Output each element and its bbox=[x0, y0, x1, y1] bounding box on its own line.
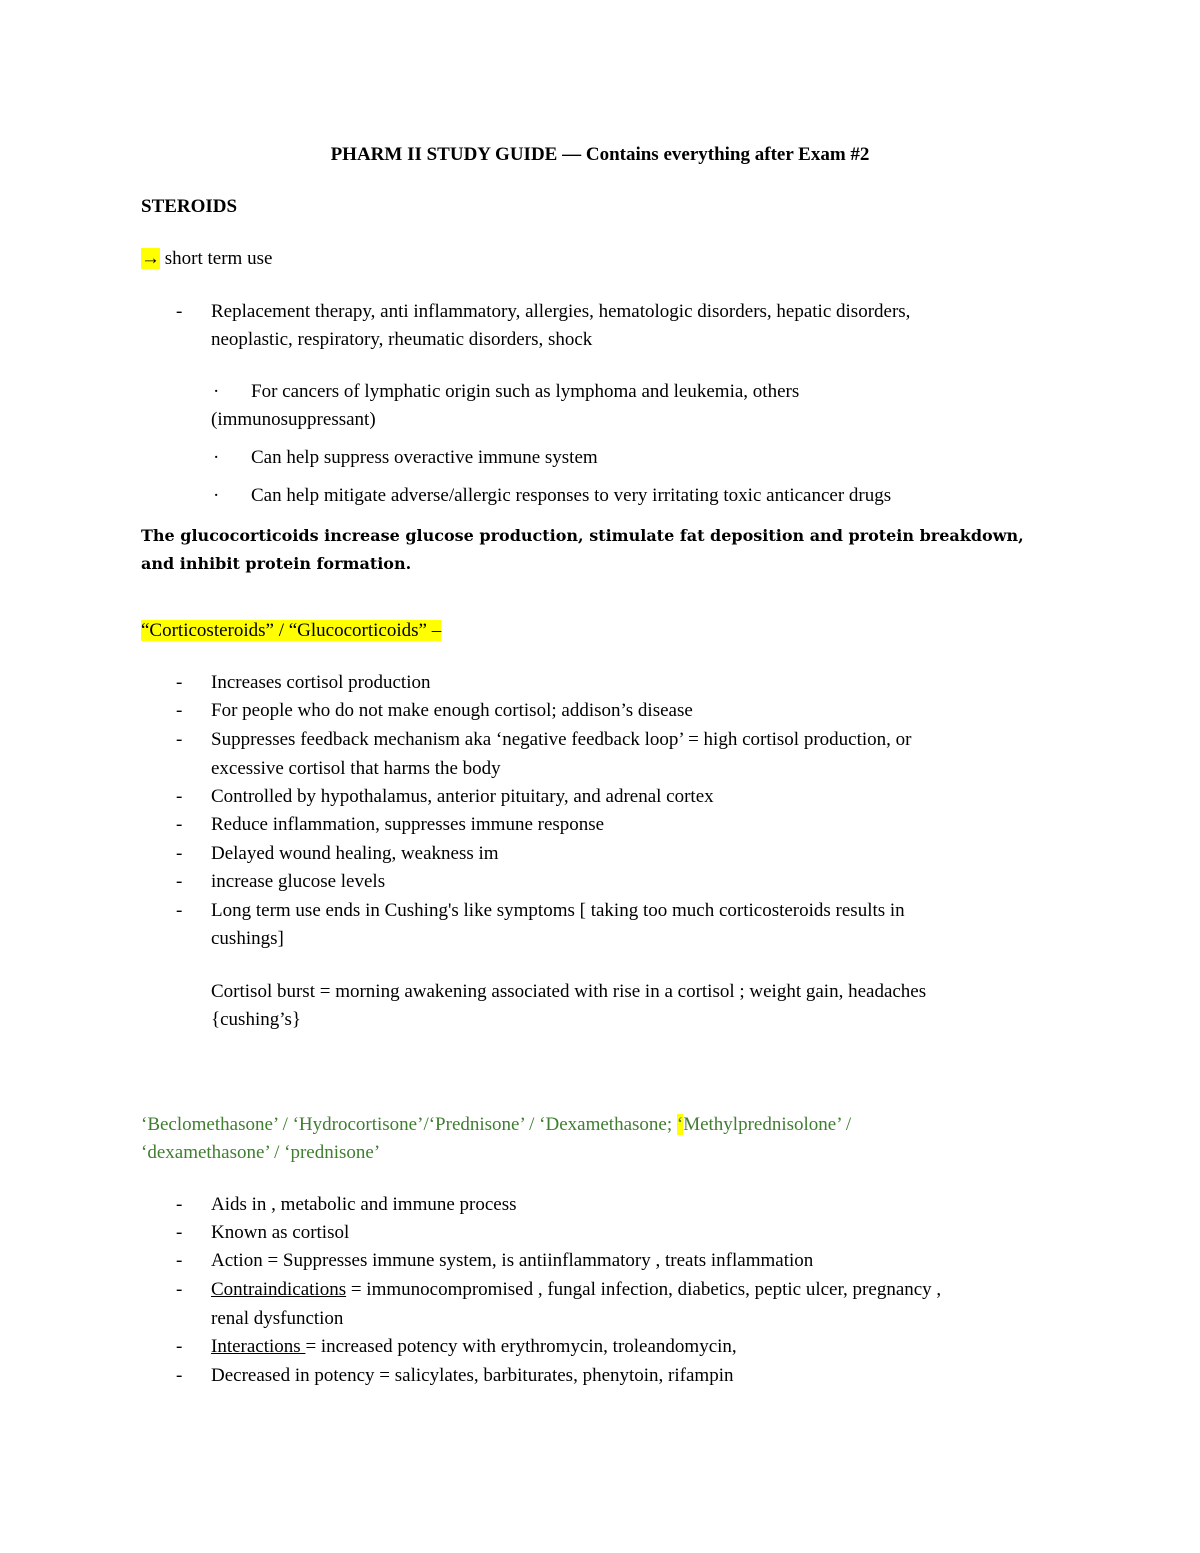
page-title: PHARM II STUDY GUIDE — Contains everything after Exam #2 bbox=[330, 144, 870, 165]
interactions-text: = increased potency with erythromycin, troleandomycin, bbox=[305, 1336, 737, 1357]
section-heading-steroids: STEROIDS bbox=[141, 196, 238, 217]
dash-bullet: - bbox=[176, 814, 183, 835]
dash-bullet: - bbox=[176, 672, 183, 693]
cortico-item-1: Increases cortisol production bbox=[211, 672, 431, 693]
cortico-item-6: Delayed wound healing, weakness im bbox=[211, 843, 499, 864]
sub-bullet-3: Can help mitigate adverse/allergic responses to very irritating toxic anticancer drugs bbox=[251, 485, 892, 506]
dash-bullet: - bbox=[176, 1279, 183, 1300]
cortico-item-8-line-1: Long term use ends in Cushing's like symptoms [ taking too much corticosteroids results in bbox=[211, 900, 905, 921]
dash-bullet: - bbox=[176, 1194, 183, 1215]
dash-bullet: - bbox=[176, 843, 183, 864]
short-term-line bbox=[141, 247, 272, 271]
drug-item-3: Action = Suppresses immune system, is antiinflammatory , treats inflammation bbox=[211, 1250, 814, 1271]
interactions-label: Interactions bbox=[211, 1336, 306, 1357]
dash-bullet: - bbox=[176, 301, 183, 322]
dash-bullet: - bbox=[176, 1222, 183, 1243]
dot-bullet: · bbox=[213, 447, 220, 468]
drug-names-part-b: Methylprednisolone’ / bbox=[683, 1114, 852, 1135]
drug-names-line-2: ‘dexamethasone’ / ‘prednisone’ bbox=[141, 1142, 381, 1163]
drug-item-2: Known as cortisol bbox=[211, 1222, 350, 1243]
cortico-item-8-line-2: cushings] bbox=[211, 928, 284, 949]
dot-bullet: · bbox=[213, 485, 220, 506]
drug-item-6: Decreased in potency = salicylates, barbiturates, phenytoin, rifampin bbox=[211, 1365, 734, 1386]
drug-names-part-a: ‘Beclomethasone’ / ‘Hydrocortisone’/‘Prednisone’ / ‘Dexamethasone; bbox=[141, 1114, 677, 1135]
cortico-item-5: Reduce inflammation, suppresses immune response bbox=[211, 814, 605, 835]
corticosteroids-heading-text: “Corticosteroids” / “Glucocorticoids” – bbox=[141, 620, 442, 641]
uses-line-2: neoplastic, respiratory, rheumatic disorders, shock bbox=[211, 329, 593, 350]
drug-item-1: Aids in , metabolic and immune process bbox=[211, 1194, 517, 1215]
dot-bullet: · bbox=[213, 381, 220, 402]
cortisol-burst-line-1: Cortisol burst = morning awakening associated with rise in a cortisol ; weight gain, headaches bbox=[211, 981, 927, 1002]
sub-bullet-2: Can help suppress overactive immune system bbox=[251, 447, 598, 468]
contraindications-text: = immunocompromised , fungal infection, diabetics, peptic ulcer, pregnancy , bbox=[346, 1279, 942, 1300]
sub-bullet-1-line-1: For cancers of lymphatic origin such as lymphoma and leukemia, others bbox=[251, 381, 800, 402]
cortico-item-2: For people who do not make enough cortisol; addison’s disease bbox=[211, 700, 693, 721]
dash-bullet: - bbox=[176, 900, 183, 921]
corticosteroids-heading bbox=[141, 619, 441, 643]
bold-statement-line-1: The glucocorticoids increase glucose production, stimulate fat deposition and protein breakdown, bbox=[141, 526, 1024, 545]
bold-statement-line-2: and inhibit protein formation. bbox=[141, 554, 412, 573]
drug-names-line-1 bbox=[141, 1113, 851, 1137]
cortico-item-3-line-1: Suppresses feedback mechanism aka ‘negative feedback loop’ = high cortisol production, or bbox=[211, 729, 912, 750]
dash-bullet: - bbox=[176, 1250, 183, 1271]
dash-bullet: - bbox=[176, 729, 183, 750]
dash-bullet: - bbox=[176, 786, 183, 807]
dash-bullet: - bbox=[176, 871, 183, 892]
drug-item-4-line-1 bbox=[211, 1278, 941, 1302]
cortico-item-3-line-2: excessive cortisol that harms the body bbox=[211, 758, 501, 779]
cortico-item-7: increase glucose levels bbox=[211, 871, 386, 892]
cortico-item-4: Controlled by hypothalamus, anterior pituitary, and adrenal cortex bbox=[211, 786, 714, 807]
dash-bullet: - bbox=[176, 1365, 183, 1386]
drug-item-5 bbox=[211, 1335, 737, 1359]
uses-line-1: Replacement therapy, anti inflammatory, allergies, hematologic disorders, hepatic disorders, bbox=[211, 301, 911, 322]
sub-bullet-1-line-2: (immunosuppressant) bbox=[211, 409, 376, 430]
contraindications-label: Contraindications bbox=[211, 1279, 347, 1300]
drug-names-highlight: ‘ bbox=[676, 1114, 684, 1135]
drug-item-4-line-2: renal dysfunction bbox=[211, 1308, 344, 1329]
dash-bullet: - bbox=[176, 1336, 183, 1357]
short-term-text: short term use bbox=[160, 248, 273, 269]
cortisol-burst-line-2: {cushing’s} bbox=[211, 1009, 302, 1030]
dash-bullet: - bbox=[176, 700, 183, 721]
arrow-icon: → bbox=[141, 248, 160, 269]
